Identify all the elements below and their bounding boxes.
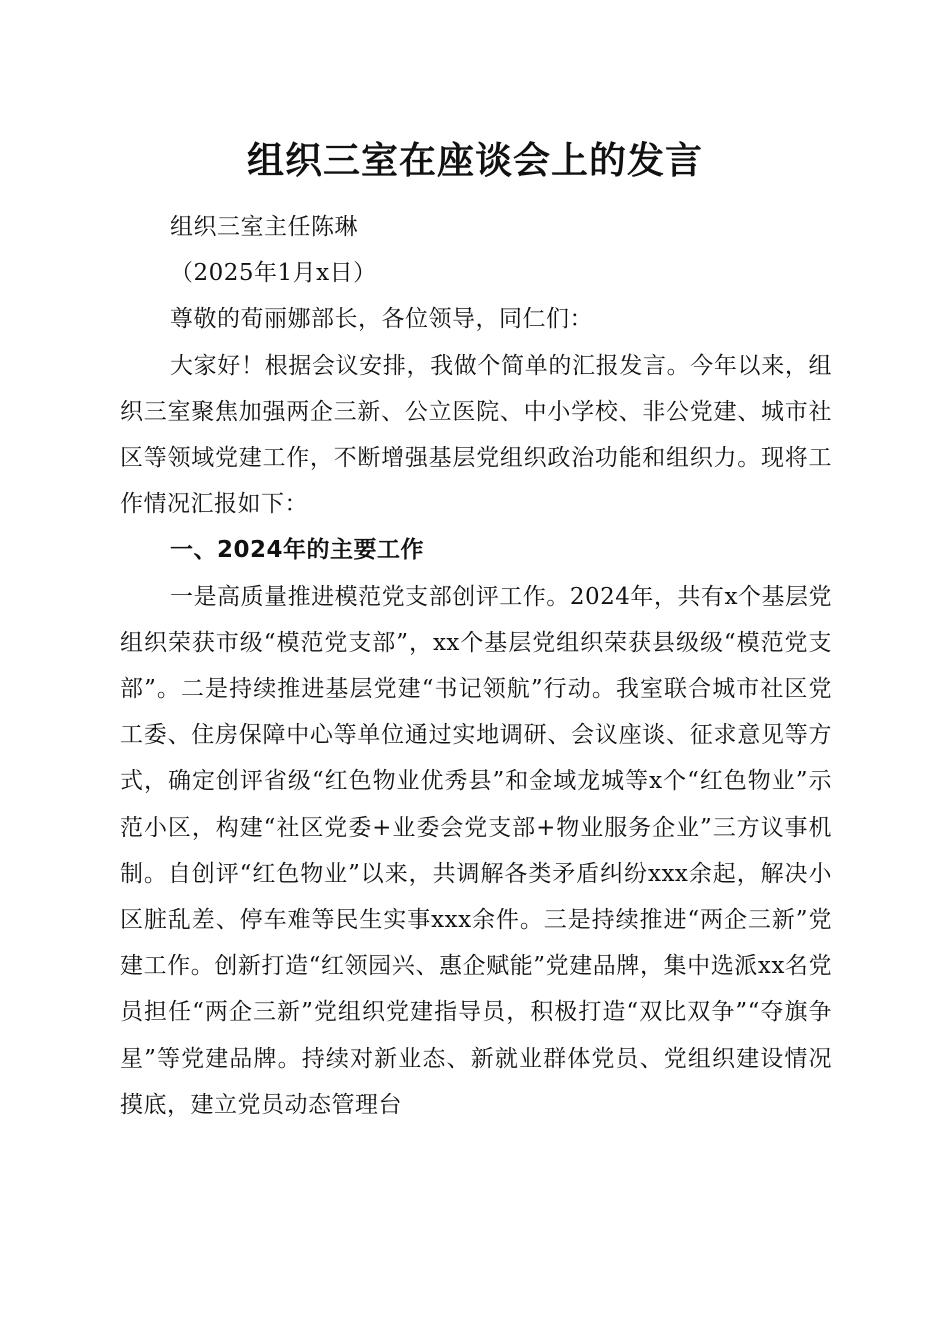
document-body [120,204,832,1128]
page-title: 组织三室在座谈会上的发言 [247,138,703,182]
section-paragraph: 一是高质量推进模范党支部创评工作。2024年，共有x个基层党组织荣获市级“模范党支部”，xx个基层党组织荣获县级级“模范党支部”。二是持续推进基层党建“书记领航”行动。我室联合城市社区党工委、住房保障中心等单位通过实地调研、会议座谈、征求意见等方式，确定创评省级“红色物业优秀县”和金域龙城等x个“红色物业”示范小区，构建“社区党委+业委会党支部+物业服务企业”三方议事机制。自创评“红色物业”以来，共调解各类矛盾纠纷xxx余起，解决小区脏乱差、停车难等民生实事xxx余件。三是持续推进“两企三新”党建工作。创新打造“红领园兴、惠企赋能”党建品牌，集中选派xx名党员担任“两企三新”党组织党建指导员，积极打造“双比双争”“夺旗争星”等党建品牌。持续对新业态、新就业群体党员、党组织建设情况摸底，建立党员动态管理台 [120,583,832,1118]
section-heading: 一、2024年的主要工作 [170,537,425,564]
intro-paragraph: 大家好！根据会议安排，我做个简单的汇报发言。今年以来，组织三室聚焦加强两企三新、公立医院、中小学校、非公党建、城市社区等领域党建工作，不断增强基层党组织政治功能和组织力。现将工作情况汇报如下： [120,352,832,518]
author-line: 组织三室主任陈琳 [170,214,358,240]
date-line: （2025年1月x日） [170,260,377,287]
salutation: 尊敬的荀丽娜部长，各位领导，同仁们： [170,306,593,333]
